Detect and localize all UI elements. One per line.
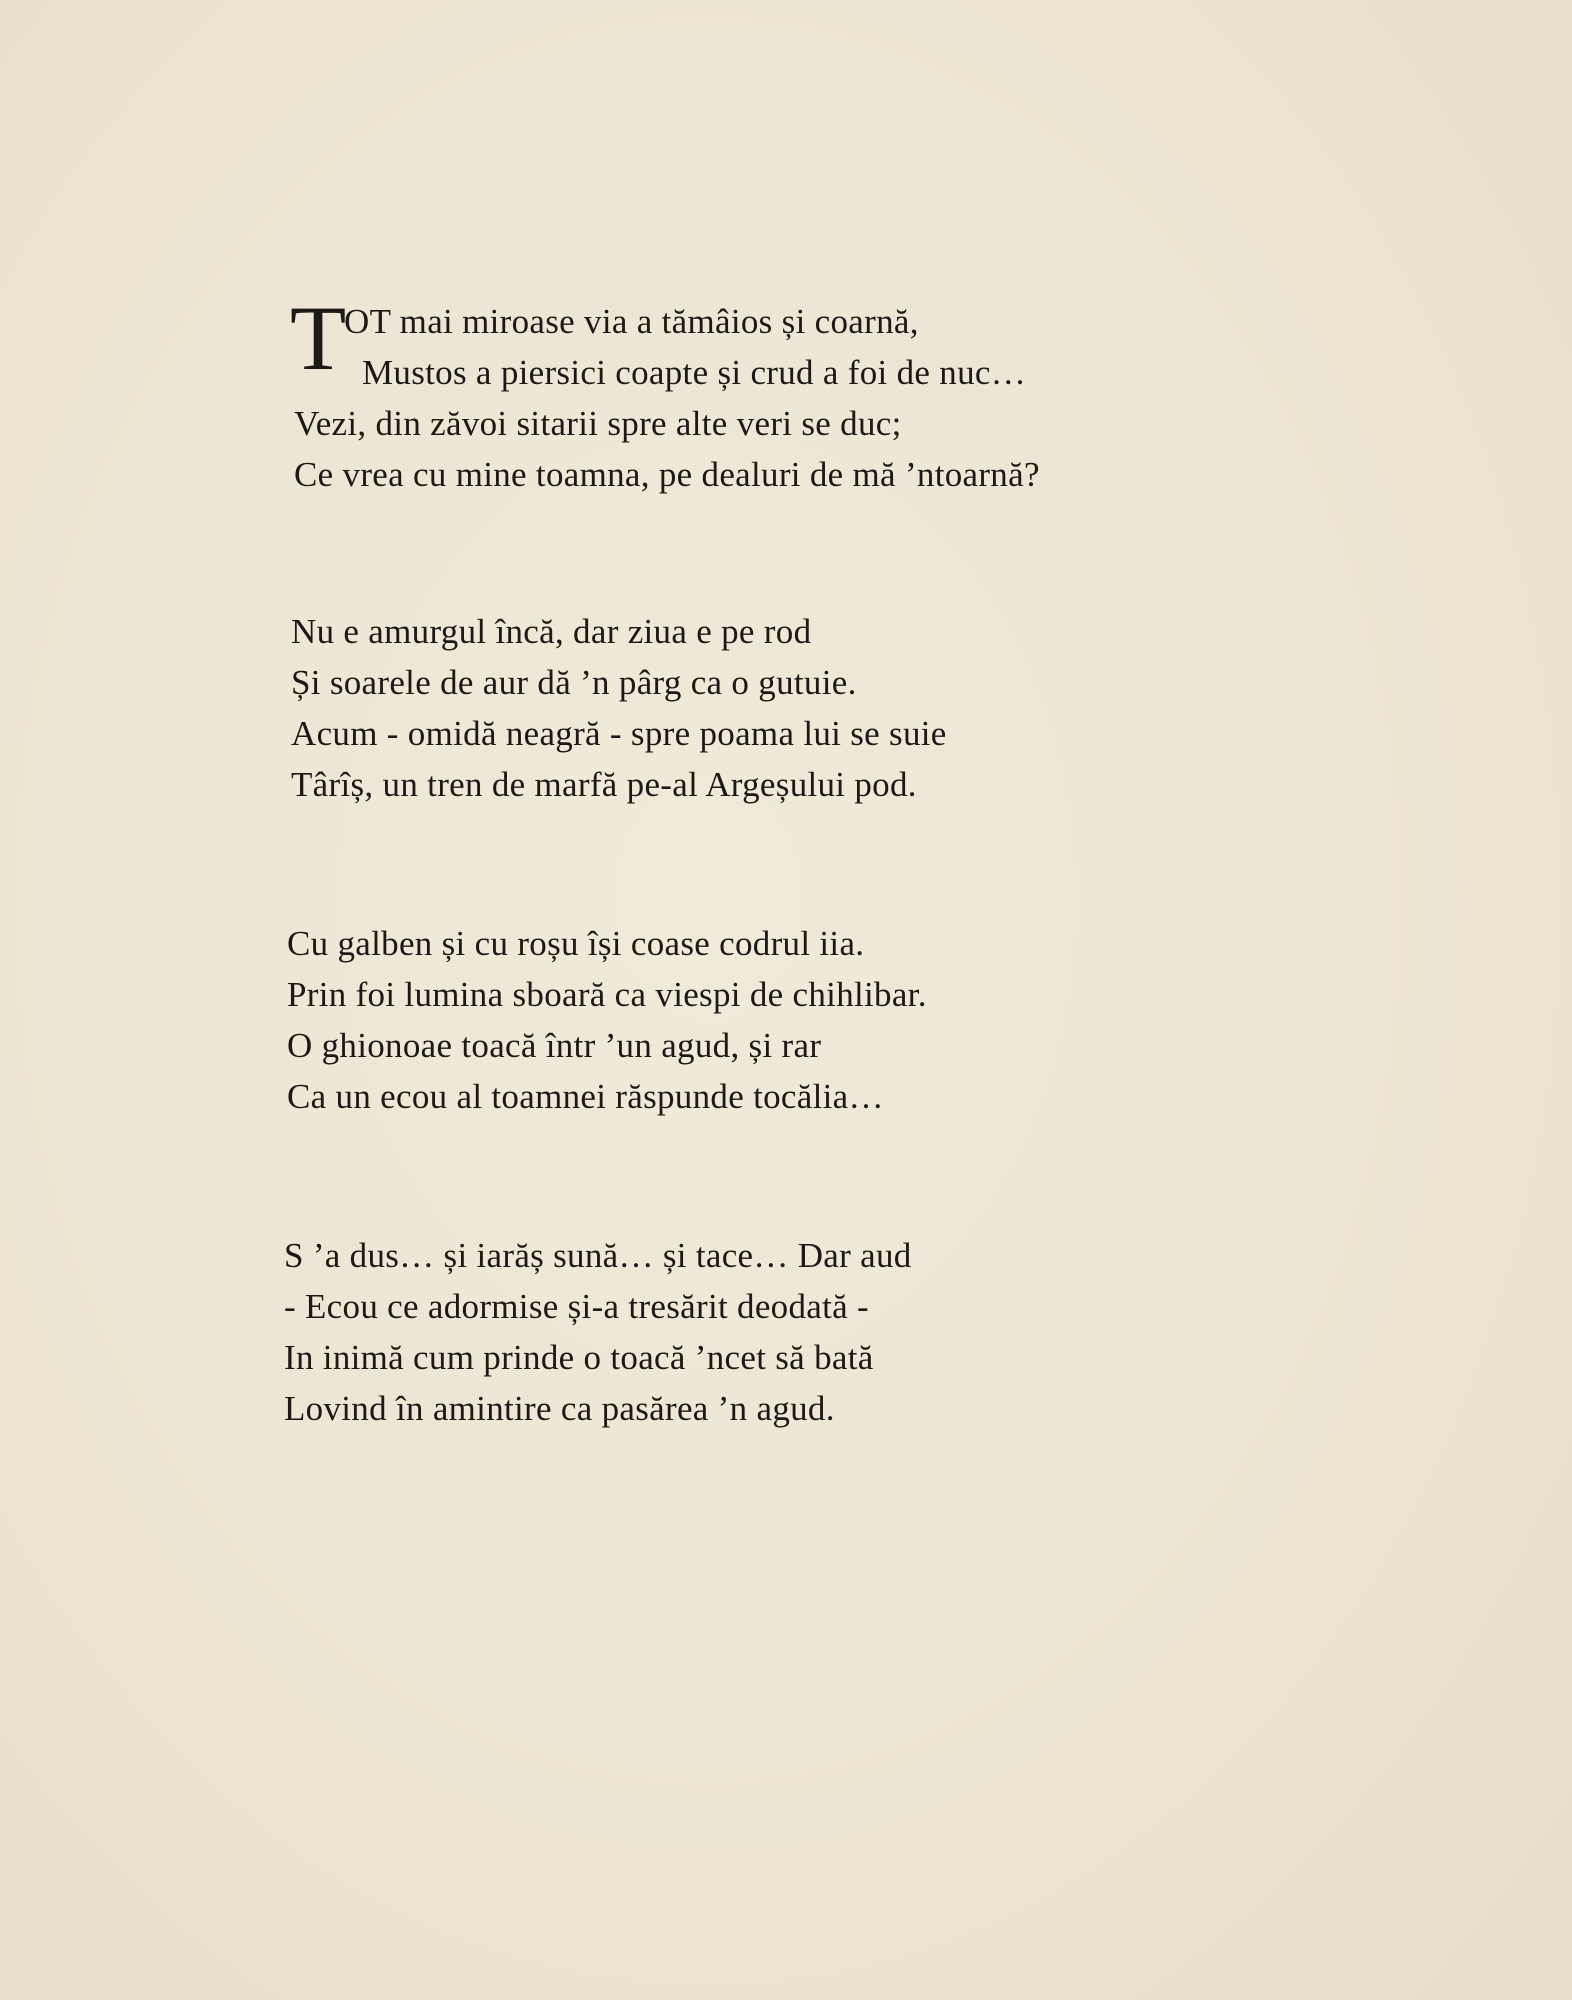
stanza-line: Târîș, un tren de marfă pe-al Argeșului pod. (291, 765, 917, 804)
stanza-2 (0, 606, 1300, 810)
stanza-line: - Ecou ce adormise și-a tresărit deodată - (284, 1287, 869, 1326)
stanza-line: Lovind în amintire ca pasărea ’n agud. (284, 1389, 835, 1428)
drop-cap: T (290, 287, 347, 389)
stanza-line: O ghionoae toacă într ’un agud, și rar (287, 1026, 822, 1065)
stanza-line: In inimă cum prinde o toacă ’ncet să bată (284, 1338, 874, 1377)
stanza-line: OT mai miroase via a tămâios și coarnă, (344, 302, 919, 341)
stanza-line: Prin foi lumina sboară ca viespi de chihlibar. (287, 975, 927, 1014)
stanza-line: S ’a dus… și iarăș sună… și tace… Dar aud (284, 1236, 912, 1275)
stanza-1 (0, 287, 1300, 500)
stanza-line: Și soarele de aur dă ’n pârg ca o gutuie. (291, 663, 857, 702)
stanza-4 (0, 1230, 1300, 1434)
stanza-line: Vezi, din zăvoi sitarii spre alte veri se duc; (294, 404, 902, 443)
stanza-line: Mustos a piersici coapte și crud a foi de nuc… (362, 353, 1027, 392)
stanza-line: Acum - omidă neagră - spre poama lui se suie (291, 714, 947, 753)
stanza-line: Ca un ecou al toamnei răspunde tocălia… (287, 1077, 884, 1116)
stanza-line: Nu e amurgul încă, dar ziua e pe rod (291, 612, 812, 651)
stanza-line: Ce vrea cu mine toamna, pe dealuri de mă ’ntoarnă? (294, 455, 1040, 494)
stanza-line: Cu galben și cu roșu își coase codrul iia. (287, 924, 865, 963)
stanza-3 (0, 918, 1300, 1122)
